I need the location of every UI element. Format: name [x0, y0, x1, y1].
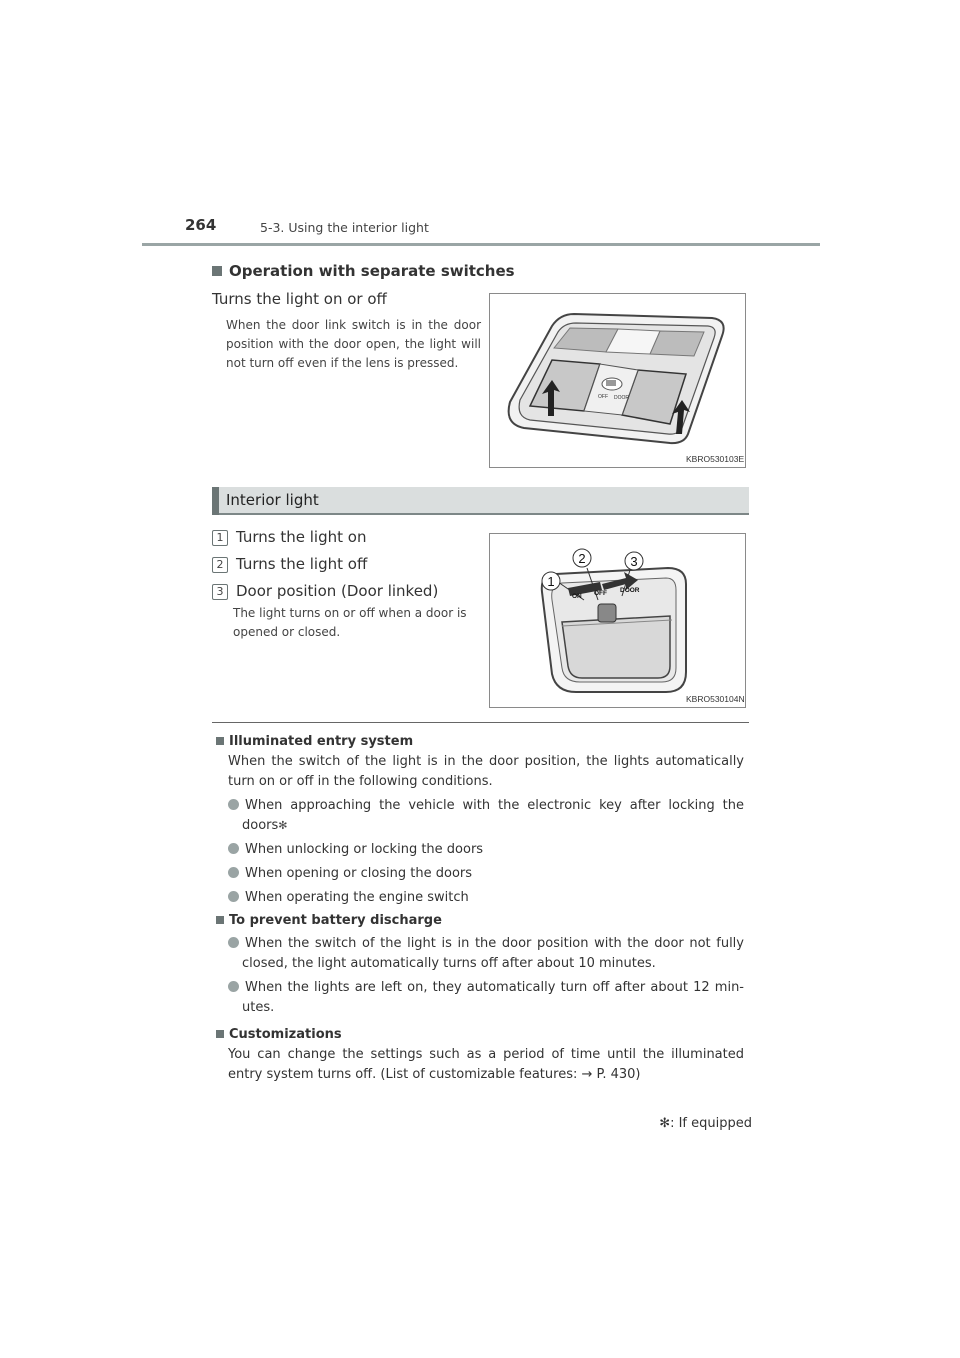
section-band-accent: [212, 487, 219, 515]
list-item-3: 3 Door position (Door linked): [212, 582, 438, 600]
switch-label-off: OFF: [594, 590, 607, 597]
bullet-dot-icon: [228, 891, 239, 902]
list-item-1: 1 Turns the light on: [212, 528, 366, 546]
list-item: When the lights are left on, they automatically turn off after about 12 min-utes.: [216, 978, 744, 1018]
list-item: When opening or closing the doors: [216, 864, 744, 884]
door-switch-note: When the door link switch is in the door position with the door open, the light will not turn off even if the lens is pressed.: [226, 318, 481, 370]
switch-label-door: DOOR: [614, 395, 629, 401]
interior-light-illustration: [490, 534, 745, 707]
footnote-if-equipped: ✻: If equipped: [659, 1116, 752, 1131]
door-position-note: The light turns on or off when a door is opened or closed.: [233, 606, 467, 639]
square-bullet-icon: [216, 1030, 224, 1038]
running-head: 5-3. Using the interior light: [260, 220, 429, 235]
step-number-3: 3: [212, 584, 228, 600]
bullet-dot-icon: [228, 799, 239, 810]
figure-separate-switches: [489, 293, 746, 468]
asterisk-mark: ✻: [278, 819, 288, 832]
switch-label-on: ON: [572, 593, 582, 600]
section-title-interior-light: Interior light: [226, 491, 319, 509]
figure-code: KBRO530104N: [686, 694, 745, 704]
header-rule: [142, 243, 820, 246]
square-bullet-icon: [212, 266, 222, 276]
page-number: 264: [185, 216, 217, 234]
info-title: Illuminated entry system: [216, 732, 744, 752]
step-number-1: 1: [212, 530, 228, 546]
switch-label-door: DOOR: [620, 587, 640, 594]
section-heading-separate-switches: Operation with separate switches: [212, 262, 515, 280]
info-body: When the switch of the light is in the door position, the lights automatically turn on or off in the following conditions.: [228, 754, 744, 789]
square-bullet-icon: [216, 737, 224, 745]
info-title: To prevent battery discharge: [216, 911, 744, 931]
info-battery-discharge: [216, 911, 744, 1018]
bullet-dot-icon: [228, 981, 239, 992]
callout-2: 2: [578, 551, 586, 566]
section-divider: [212, 722, 749, 723]
info-body: You can change the settings such as a period of time until the illuminated entry system turns off. (List of customizable features: → P. 430): [228, 1047, 744, 1082]
list-item: When operating the engine switch: [216, 888, 744, 908]
list-item-2: 2 Turns the light off: [212, 555, 367, 573]
figure-code: KBRO530103E: [686, 454, 745, 464]
list-item: When the switch of the light is in the door position with the door not fully closed, the light automatically turns off after about 10 minutes.: [216, 934, 744, 974]
lead-text: Turns the light on or off: [212, 290, 387, 308]
list-item: When unlocking or locking the doors: [216, 840, 744, 860]
info-illuminated-entry: [216, 732, 744, 908]
bullet-dot-icon: [228, 937, 239, 948]
callout-1: 1: [547, 574, 555, 589]
bullet-dot-icon: [228, 843, 239, 854]
step-number-2: 2: [212, 557, 228, 573]
square-bullet-icon: [216, 916, 224, 924]
figure-interior-light: [489, 533, 746, 708]
switch-label-off: OFF: [598, 394, 608, 400]
overhead-lamp-illustration: [490, 294, 745, 467]
callout-3: 3: [630, 554, 638, 569]
info-title: Customizations: [216, 1025, 744, 1045]
list-item: When approaching the vehicle with the electronic key after locking the doors✻: [216, 796, 744, 836]
info-customizations: [216, 1025, 744, 1085]
bullet-dot-icon: [228, 867, 239, 878]
